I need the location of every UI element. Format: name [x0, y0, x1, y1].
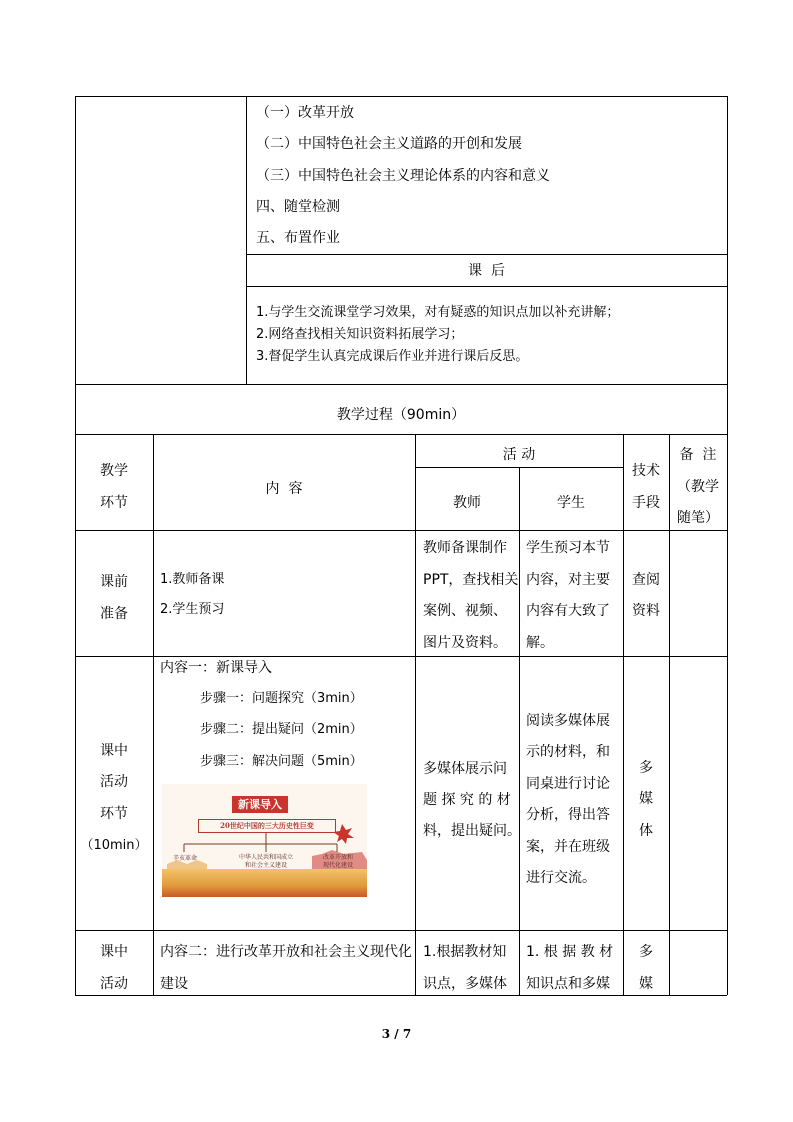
header-tech: 技术 [632, 463, 660, 479]
row-stage: 课前 [100, 574, 128, 590]
row-tech: 多 [639, 944, 653, 960]
header-notes: 随笔） [677, 510, 719, 526]
row-student: 解。 [526, 635, 554, 651]
row-content: 建设 [160, 976, 188, 992]
row-student: 内容有大致了 [526, 603, 610, 619]
row-student: 内容，对主要 [526, 572, 610, 588]
slide-subtitle: 20世纪中国的三大历史性巨变 [198, 819, 336, 833]
row-teacher: 多媒体展示问 [423, 761, 507, 777]
slide-branch-label: 中华人民共和国成立 和社会主义建设 [238, 854, 293, 869]
header-notes: （教学 [677, 479, 719, 495]
slide-branch-label: 改革开放和 现代化建设 [322, 854, 353, 869]
row-student: 分析，得出答 [526, 807, 610, 823]
row-tech: 查阅 [632, 572, 660, 588]
row-content: 1.教师备课 [160, 572, 225, 587]
row-student: 进行交流。 [526, 870, 596, 886]
header-tech: 手段 [632, 495, 660, 511]
header-stage: 环节 [100, 495, 128, 511]
row-student: 阅读多媒体展 [526, 713, 610, 729]
row-stage: 准备 [100, 606, 128, 622]
row-stage: 环节 [100, 806, 128, 822]
row-teacher: 识点，多媒体 [423, 976, 507, 992]
header-activity: 活 动 [502, 447, 536, 463]
slide-footer-decoration [162, 869, 367, 897]
row-stage: 课中 [100, 743, 128, 759]
row-content: 内容二：进行改革开放和社会主义现代化 [160, 944, 412, 960]
after-class-header: 课 后 [468, 263, 505, 279]
header-teacher: 教师 [453, 495, 481, 511]
outline-item: （二）中国特色社会主义道路的开创和发展 [256, 136, 522, 152]
row-student: 案，并在班级 [526, 839, 610, 855]
after-class-item: 1.与学生交流课堂学习效果，对有疑惑的知识点加以补充讲解； [256, 305, 620, 320]
row-content: 步骤二：提出疑问（2min） [200, 722, 363, 737]
row-student: 同桌进行讨论 [526, 776, 610, 792]
row-tech: 体 [639, 823, 653, 839]
row-content: 步骤三：解决问题（5min） [200, 754, 363, 769]
outline-item: 四、随堂检测 [256, 199, 340, 215]
row-teacher: 1.根据教材知 [423, 944, 507, 960]
row-stage: 课中 [100, 944, 128, 960]
row-teacher: 题 探 究 的 材 [423, 792, 511, 808]
page-number: 3 / 7 [381, 1027, 412, 1041]
row-tech: 媒 [639, 976, 653, 992]
slide-branch-label: 辛亥革命 [172, 855, 197, 862]
row-tech: 媒 [639, 791, 653, 807]
row-teacher: 案例、视频、 [423, 603, 507, 619]
row-stage: 活动 [100, 976, 128, 992]
row-student: 1. 根 据 教 材 [526, 944, 614, 960]
row-content: 内容一：新课导入 [160, 660, 272, 676]
row-stage: 活动 [100, 774, 128, 790]
header-student: 学生 [557, 495, 585, 511]
header-notes: 备 注 [679, 447, 717, 463]
outline-item: 五、布置作业 [256, 230, 340, 246]
after-class-item: 2.网络查找相关知识资料拓展学习； [256, 327, 464, 342]
row-stage: （10min） [80, 838, 148, 853]
row-student: 示的材料，和 [526, 744, 610, 760]
outline-item: （三）中国特色社会主义理论体系的内容和意义 [256, 168, 550, 184]
row-tech: 多 [639, 760, 653, 776]
row-student: 知识点和多媒 [526, 976, 610, 992]
lesson-slide-image [162, 784, 367, 897]
row-content: 步骤一：问题探究（3min） [200, 691, 363, 706]
slide-title: 新课导入 [232, 796, 288, 813]
row-teacher: 图片及资料。 [423, 635, 507, 651]
row-teacher: 教师备课制作 [423, 540, 507, 556]
row-teacher: PPT，查找相关 [423, 572, 519, 588]
process-title: 教学过程（90min） [336, 407, 466, 423]
row-teacher: 料，提出疑问。 [423, 823, 521, 839]
row-content: 2.学生预习 [160, 602, 225, 617]
header-stage: 教学 [100, 463, 128, 479]
row-student: 学生预习本节 [526, 540, 610, 556]
header-content: 内 容 [265, 481, 303, 497]
outline-item: （一）改革开放 [256, 105, 354, 121]
after-class-item: 3.督促学生认真完成课后作业并进行课后反思。 [256, 349, 529, 364]
row-tech: 资料 [632, 603, 660, 619]
